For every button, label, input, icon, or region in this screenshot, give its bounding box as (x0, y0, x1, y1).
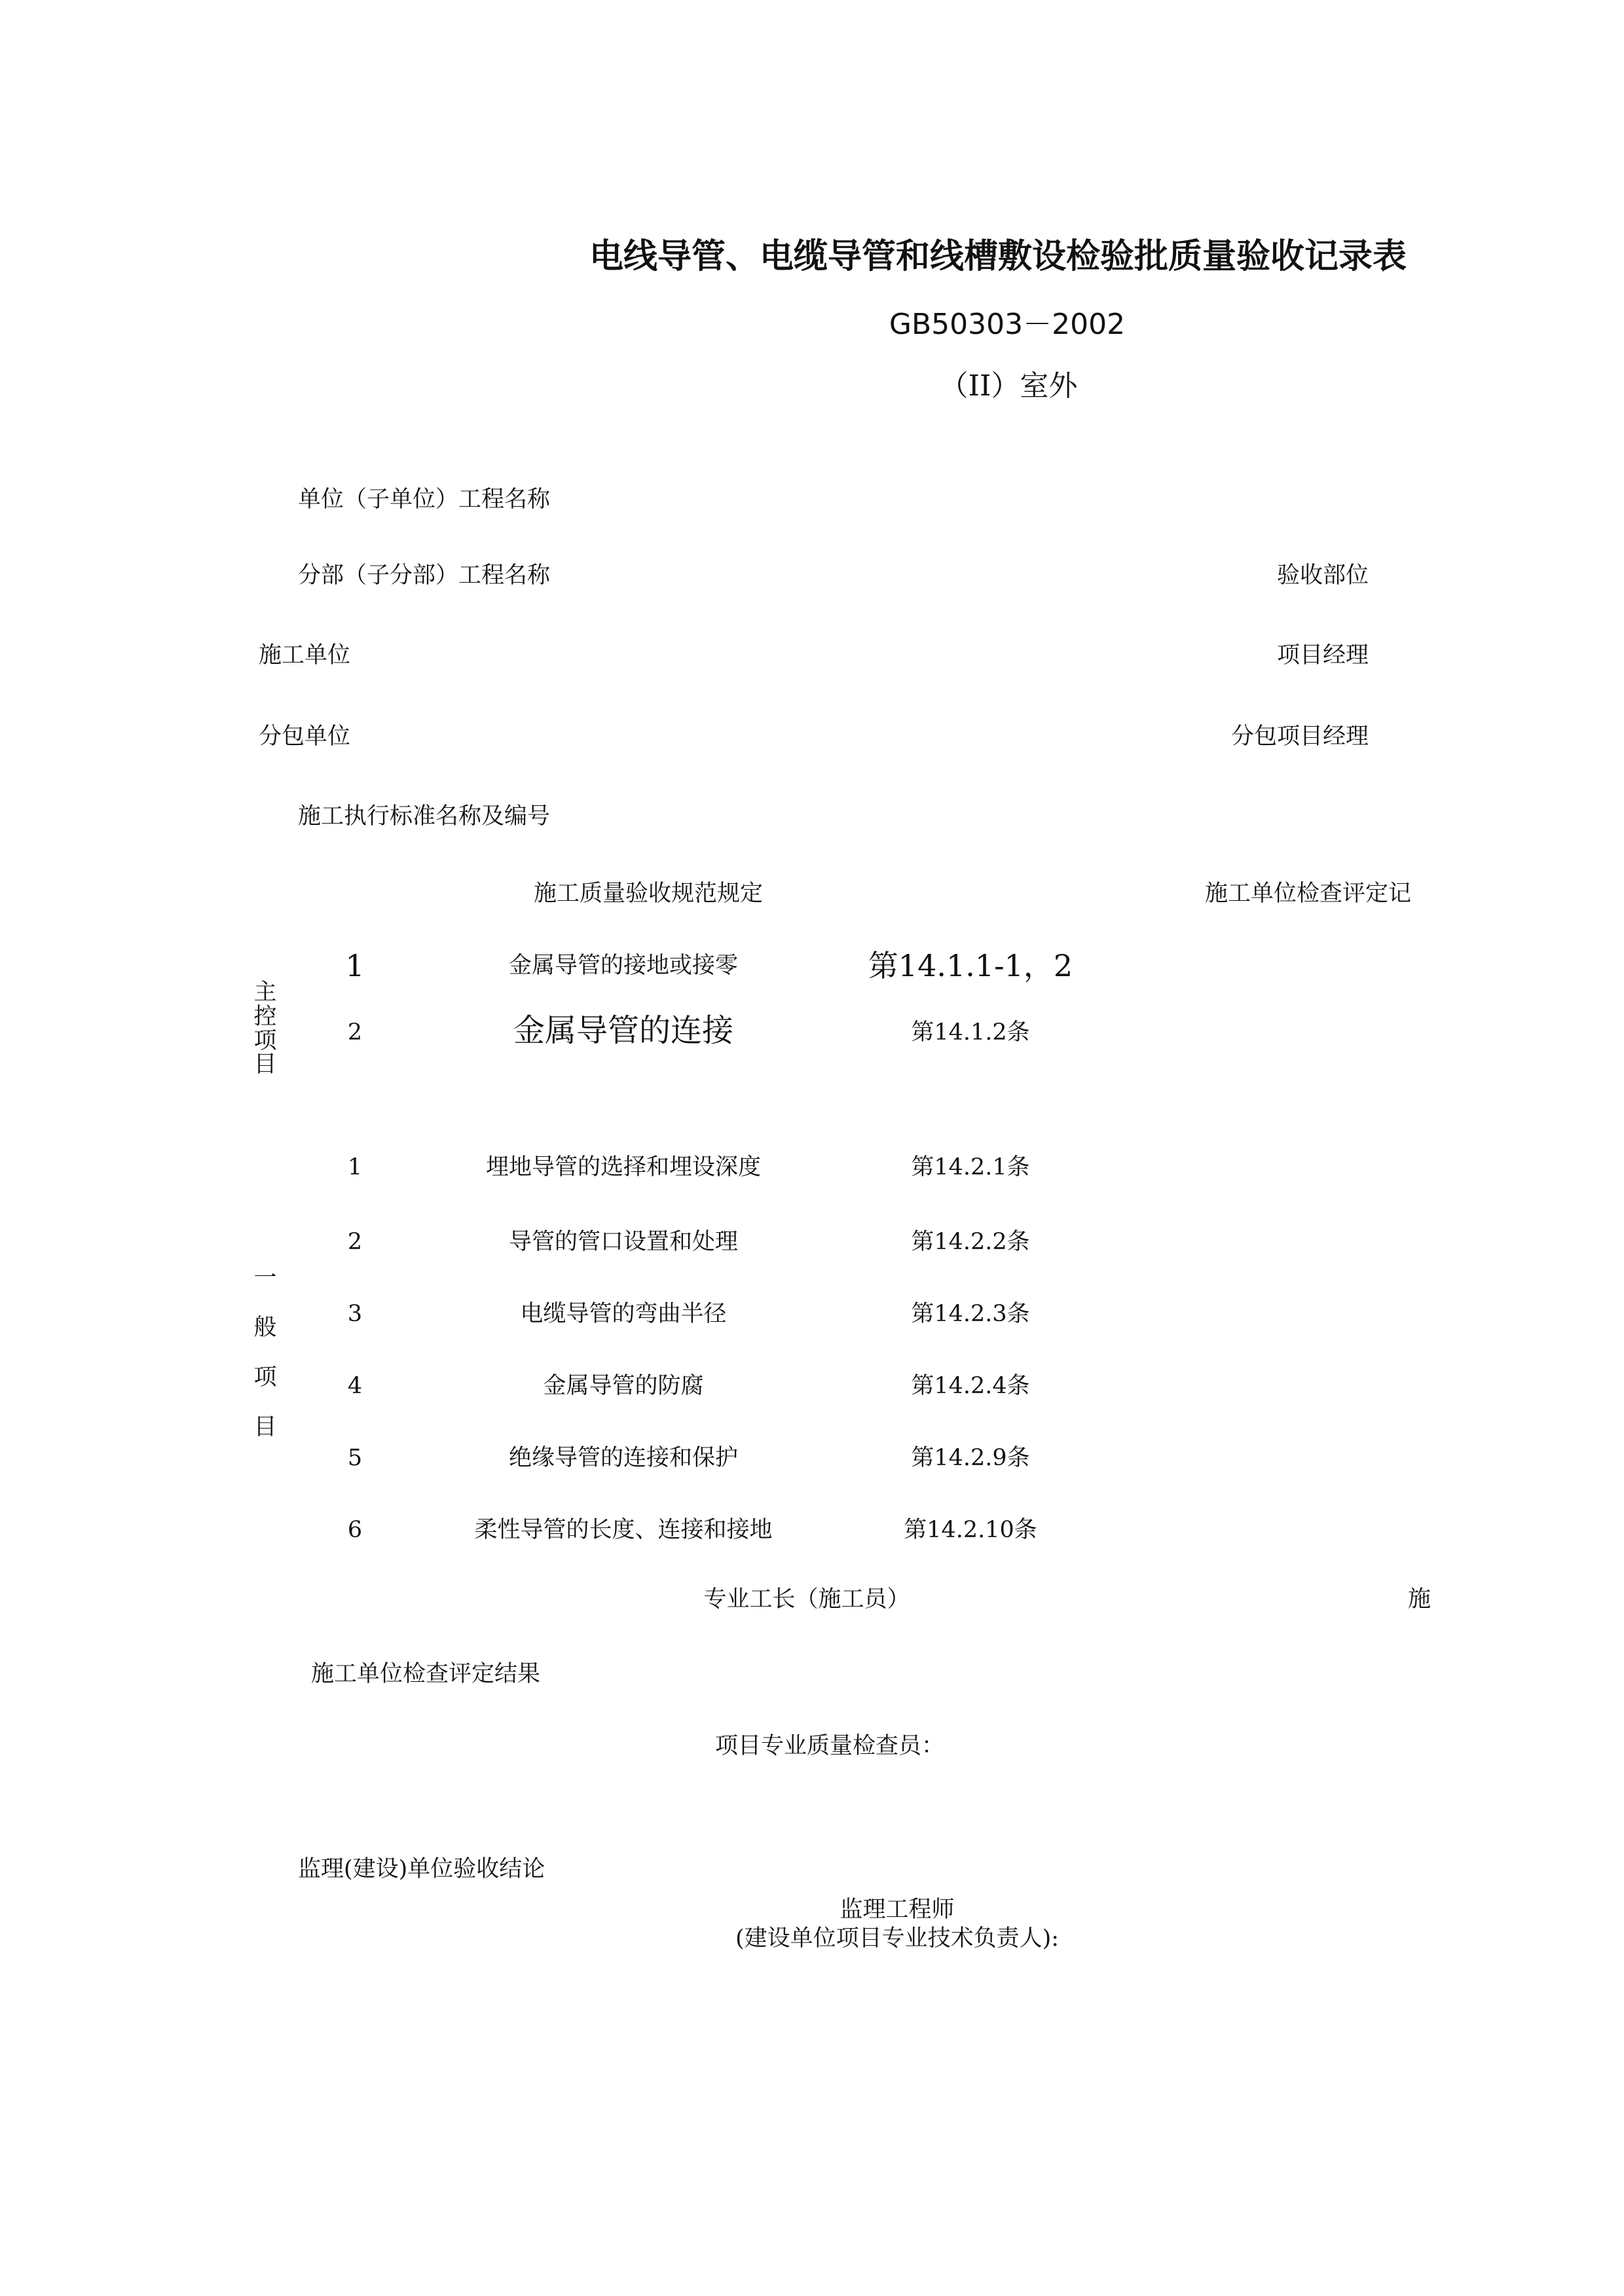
acceptance-part-label: 验收部位 (1277, 562, 1369, 589)
supervisor-label: 监理工程师 (840, 1897, 955, 1923)
general-item-name: 绝缘导管的连接和保护 (508, 1445, 739, 1471)
general-item-no: 6 (347, 1517, 363, 1543)
owner-representative-label: (建设单位项目专业技术负责人): (735, 1925, 1060, 1952)
general-item-no: 4 (347, 1373, 363, 1399)
main-item-clause: 第14.1.1-1，2 (868, 948, 1073, 983)
general-item-clause: 第14.2.9条 (911, 1445, 1030, 1471)
page-title: 电线导管、电缆导管和线槽敷设检验批质量验收记录表 (589, 237, 1407, 276)
general-label-char: 项 (253, 1364, 277, 1391)
main-control-label: 主控项目 (253, 979, 277, 1078)
general-item-name: 电缆导管的弯曲半径 (520, 1301, 727, 1327)
standard-name-label: 施工执行标准名称及编号 (298, 803, 551, 829)
general-item-clause: 第14.2.10条 (904, 1517, 1037, 1543)
eval-column-header: 施工单位检查评定记 (1205, 881, 1412, 907)
construction-result-label: 施工单位检查评定结果 (311, 1661, 541, 1687)
main-item-clause: 第14.1.2条 (911, 1019, 1030, 1046)
general-item-no: 5 (347, 1445, 363, 1471)
general-item-name: 导管的管口设置和处理 (508, 1229, 739, 1255)
subcontract-unit-label: 分包单位 (259, 723, 351, 750)
main-item-name: 金属导管的接地或接零 (508, 953, 739, 979)
unit-project-name-label: 单位（子单位）工程名称 (298, 486, 551, 513)
foreman-label: 专业工长（施工员） (703, 1586, 910, 1613)
general-item-name: 埋地导管的选择和埋设深度 (485, 1154, 762, 1180)
general-item-name: 金属导管的防腐 (543, 1373, 704, 1399)
standard-code: GB50303－2002 (889, 308, 1126, 341)
general-item-no: 3 (347, 1301, 363, 1327)
general-label-char: 一 (253, 1265, 277, 1291)
main-item-no: 2 (347, 1019, 363, 1046)
spec-column-header: 施工质量验收规范规定 (534, 881, 764, 907)
general-label-char: 般 (253, 1315, 277, 1341)
main-item-name: 金属导管的连接 (513, 1012, 734, 1049)
general-item-clause: 第14.2.2条 (911, 1229, 1030, 1255)
page-subtitle: （II）室外 (939, 369, 1078, 403)
general-item-name: 柔性导管的长度、连接和接地 (474, 1517, 773, 1543)
general-item-no: 1 (347, 1154, 363, 1180)
main-item-no: 1 (345, 948, 365, 983)
subcontract-manager-label: 分包项目经理 (1231, 723, 1369, 750)
general-item-clause: 第14.2.4条 (911, 1373, 1030, 1399)
quality-inspector-label: 项目专业质量检查员： (715, 1733, 945, 1759)
project-manager-label: 项目经理 (1277, 642, 1369, 668)
general-item-no: 2 (347, 1229, 363, 1255)
general-item-clause: 第14.2.1条 (911, 1154, 1030, 1180)
supervision-conclusion-label: 监理(建设)单位验收结论 (298, 1856, 545, 1882)
construction-unit-label: 施工单位 (259, 642, 351, 668)
general-label-char: 目 (253, 1414, 277, 1440)
sub-project-name-label: 分部（子分部）工程名称 (298, 562, 551, 589)
general-item-clause: 第14.2.3条 (911, 1301, 1030, 1327)
cut-off-text: 施 (1408, 1586, 1431, 1613)
